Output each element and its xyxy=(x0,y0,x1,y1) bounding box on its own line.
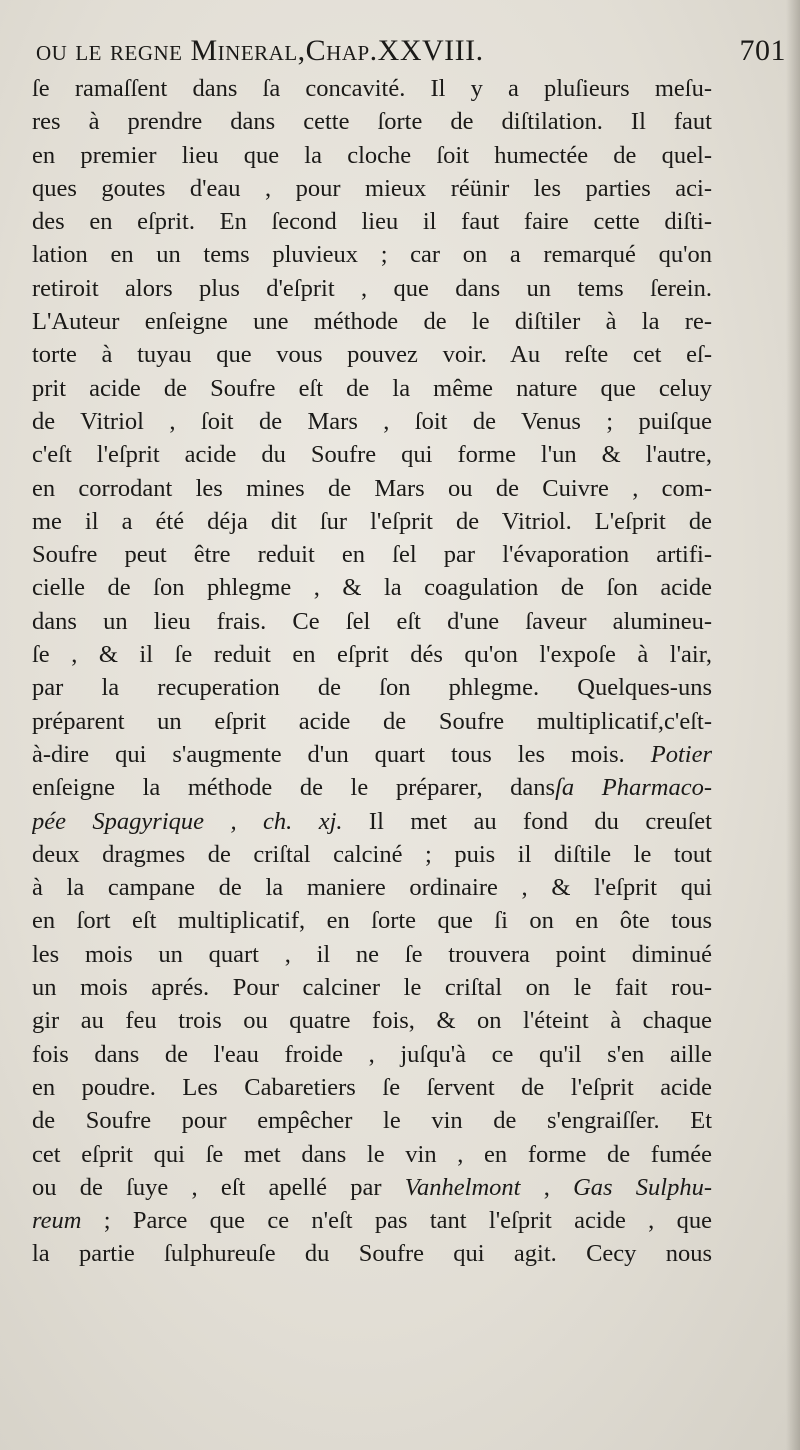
text-line: c'eſt l'eſprit acide du Soufre qui forme l'un & l'autre, xyxy=(32,441,712,469)
page-number: 701 xyxy=(739,34,786,67)
text-line: ſe , & il ſe reduit en eſprit dés qu'on l'expoſe à l'air, xyxy=(32,641,712,669)
text-line: en corrodant les mines de Mars ou de Cuivre , com- xyxy=(32,474,712,502)
text-line: des en eſprit. En ſecond lieu il faut faire cette diſti- xyxy=(32,208,712,236)
body-text xyxy=(32,72,712,1271)
author-name-potier: Potier xyxy=(650,740,712,768)
text-line xyxy=(32,1204,712,1237)
text-line: ſe ramaſſent dans ſa concavité. Il y a pluſieurs meſu- xyxy=(32,75,712,102)
text-run: enſeigne la méthode de le préparer, dans xyxy=(32,774,556,802)
text-line: Soufre peut être reduit en ſel par l'évaporation artifi- xyxy=(32,541,712,569)
text-line: ques goutes d'eau , pour mieux réünir les parties aci- xyxy=(32,174,712,202)
text-line: un mois aprés. Pour calciner le criſtal on le fait rou- xyxy=(32,974,712,1002)
text-line: les mois un quart , il ne ſe trouvera point diminué xyxy=(32,940,712,968)
text-line: retiroit alors plus d'eſprit , que dans un tems ſerein. xyxy=(32,274,712,302)
text-run: , xyxy=(520,1173,574,1201)
text-line xyxy=(32,1171,712,1204)
text-line: de Vitriol , ſoit de Mars , ſoit de Venus ; puiſque xyxy=(32,407,712,435)
book-title-continued: pée Spagyrique , ch. xj. xyxy=(32,807,343,835)
text-line: res à prendre dans cette ſorte de diſtilation. Il faut xyxy=(32,108,712,136)
term-gas-sulphureum-end: reum xyxy=(32,1207,82,1235)
text-line: de Soufre pour empêcher le vin de s'engraiſſer. Et xyxy=(32,1107,712,1135)
text-run: ou de ſuye , eſt apellé par xyxy=(32,1173,382,1201)
text-line xyxy=(32,738,712,771)
text-run: ; Parce que ce n'eſt pas tant l'eſprit acide , que xyxy=(81,1207,712,1235)
text-line: la partie ſulphureuſe du Soufre qui agit. Cecy nous xyxy=(32,1240,712,1268)
text-run: Il met au fond du creuſet xyxy=(342,807,712,835)
text-line: L'Auteur enſeigne une méthode de le diſtiler à la re- xyxy=(32,308,712,336)
text-line: en poudre. Les Cabaretiers ſe ſervent de l'eſprit acide xyxy=(32,1073,712,1101)
text-line: deux dragmes de criſtal calciné ; puis il diſtile le tout xyxy=(32,840,712,868)
text-line: fois dans de l'eau froide , juſqu'à ce qu'il s'en aille xyxy=(32,1040,712,1068)
book-title: ſa Pharmaco- xyxy=(555,774,712,802)
text-line: préparent un eſprit acide de Soufre multiplicatif,c'eſt- xyxy=(32,707,712,735)
page-header xyxy=(36,34,786,74)
page-edge-shadow xyxy=(786,0,800,1450)
text-line: cet eſprit qui ſe met dans le vin , en forme de fumée xyxy=(32,1140,712,1168)
text-line: en premier lieu que la cloche ſoit humectée de quel- xyxy=(32,141,712,169)
text-line: dans un lieu frais. Ce ſel eſt d'une ſaveur alumineu- xyxy=(32,607,712,635)
running-title: ou le regne Mineral,Chap.XXVIII. xyxy=(36,34,484,67)
text-line: me il a été déja dit ſur l'eſprit de Vitriol. L'eſprit de xyxy=(32,507,712,535)
text-line: gir au feu trois ou quatre fois, & on l'éteint à chaque xyxy=(32,1007,712,1035)
text-line: cielle de ſon phlegme , & la coagulation de ſon acide xyxy=(32,574,712,602)
text-line: lation en un tems pluvieux ; car on a remarqué qu'on xyxy=(32,241,712,269)
text-line xyxy=(32,771,712,804)
text-line: à la campane de la maniere ordinaire , & l'eſprit qui xyxy=(32,874,712,902)
text-line: en ſort eſt multiplicatif, en ſorte que ſi on en ôte tous xyxy=(32,907,712,935)
text-line xyxy=(32,805,712,838)
text-run: à-dire qui s'augmente d'un quart tous les mois. xyxy=(32,740,625,768)
text-line: prit acide de Soufre eſt de la même nature que celuy xyxy=(32,374,712,402)
term-gas-sulphureum: Gas Sulphu- xyxy=(573,1173,712,1201)
text-line: torte à tuyau que vous pouvez voir. Au reſte cet eſ- xyxy=(32,341,712,369)
text-line: par la recuperation de ſon phlegme. Quelques-uns xyxy=(32,674,712,702)
author-name-vanhelmont: Vanhelmont xyxy=(404,1173,521,1201)
